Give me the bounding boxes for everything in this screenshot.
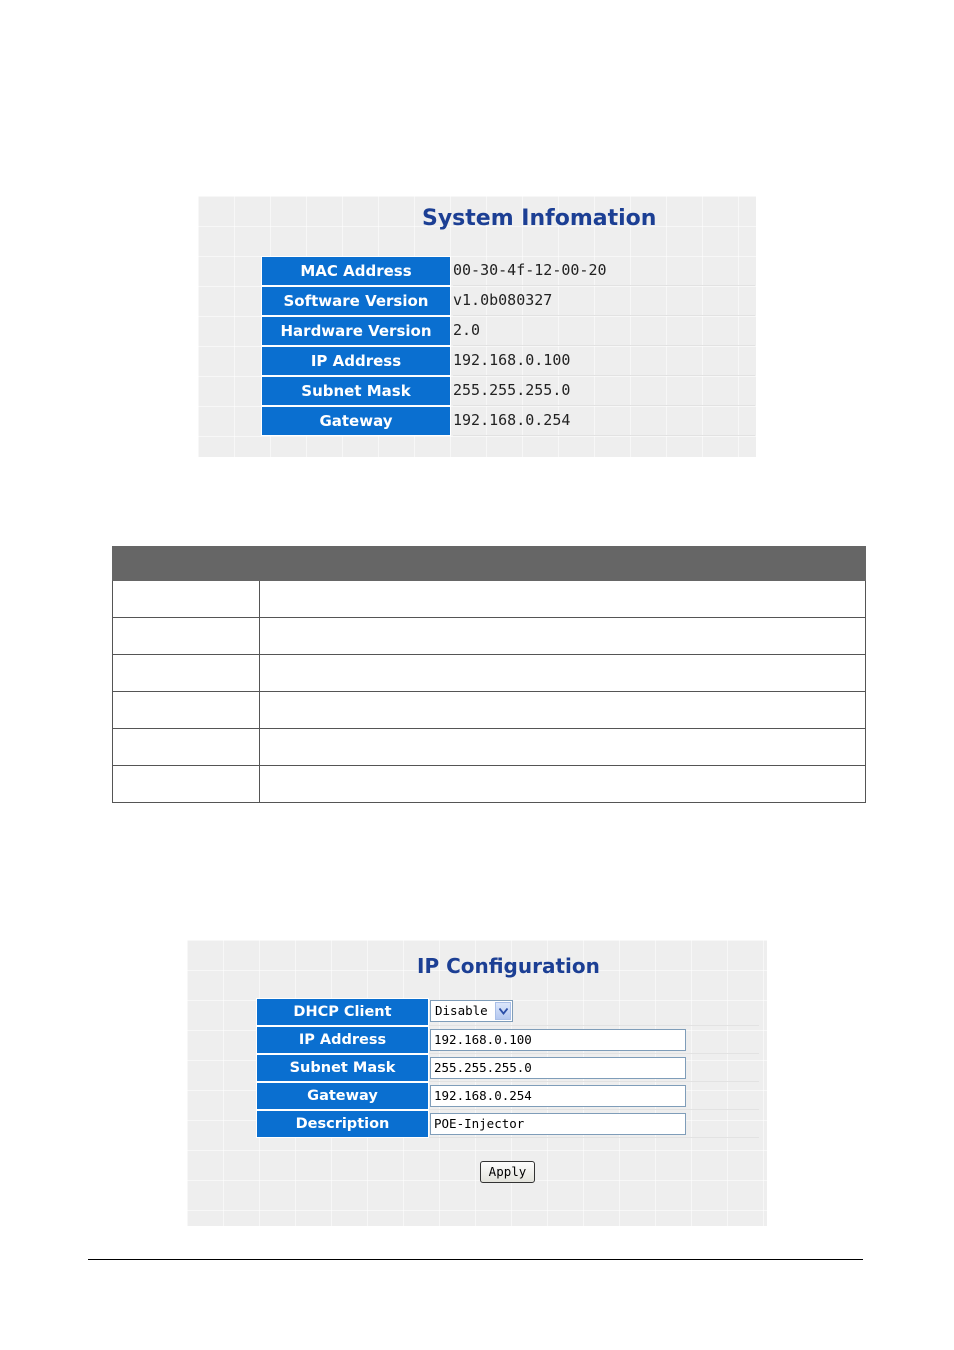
table-cell bbox=[260, 618, 866, 655]
software-version-label: Software Version bbox=[261, 286, 451, 316]
ip-configuration-title: IP Configuration bbox=[417, 954, 600, 978]
ip-address-value: 192.168.0.100 bbox=[453, 346, 755, 376]
description-table bbox=[112, 546, 866, 803]
table-row bbox=[113, 655, 866, 692]
ip-address-input[interactable]: 192.168.0.100 bbox=[430, 1029, 686, 1051]
description-field bbox=[429, 1110, 759, 1138]
gateway-input[interactable]: 192.168.0.254 bbox=[430, 1085, 686, 1107]
table-row bbox=[113, 618, 866, 655]
subnet-mask-config-field bbox=[429, 1054, 759, 1082]
table-row bbox=[113, 766, 866, 803]
table-cell bbox=[113, 766, 260, 803]
gateway-value: 192.168.0.254 bbox=[453, 406, 755, 436]
table-cell bbox=[260, 655, 866, 692]
footer-divider bbox=[88, 1259, 863, 1260]
description-input[interactable]: POE-Injector bbox=[430, 1113, 686, 1135]
ip-configuration-panel bbox=[187, 940, 767, 1226]
table-cell bbox=[113, 581, 260, 618]
table-row bbox=[113, 581, 866, 618]
table-cell bbox=[260, 692, 866, 729]
table-cell bbox=[113, 618, 260, 655]
mac-address-value: 00-30-4f-12-00-20 bbox=[453, 256, 755, 286]
table-cell bbox=[113, 655, 260, 692]
subnet-mask-input[interactable]: 255.255.255.0 bbox=[430, 1057, 686, 1079]
table-cell bbox=[260, 766, 866, 803]
gateway-label: Gateway bbox=[261, 406, 451, 436]
table-cell bbox=[260, 581, 866, 618]
dhcp-client-label: DHCP Client bbox=[256, 998, 429, 1026]
ip-address-config-field bbox=[429, 1026, 759, 1054]
table-row bbox=[113, 692, 866, 729]
dhcp-client-select[interactable] bbox=[430, 1000, 513, 1022]
hardware-version-value: 2.0 bbox=[453, 316, 755, 346]
table-header-row bbox=[113, 547, 866, 581]
mac-address-label: MAC Address bbox=[261, 256, 451, 286]
dhcp-client-selected-value: Disable bbox=[435, 1003, 488, 1018]
description-label: Description bbox=[256, 1110, 429, 1138]
system-information-panel bbox=[198, 196, 756, 457]
software-version-value: v1.0b080327 bbox=[453, 286, 755, 316]
table-cell bbox=[260, 729, 866, 766]
ip-address-config-label: IP Address bbox=[256, 1026, 429, 1054]
ip-address-label: IP Address bbox=[261, 346, 451, 376]
system-information-title: System Infomation bbox=[422, 206, 657, 231]
table-header-cell bbox=[113, 547, 260, 581]
table-header-cell bbox=[260, 547, 866, 581]
table-cell bbox=[113, 729, 260, 766]
gateway-config-label: Gateway bbox=[256, 1082, 429, 1110]
subnet-mask-label: Subnet Mask bbox=[261, 376, 451, 406]
table-row bbox=[113, 729, 866, 766]
hardware-version-label: Hardware Version bbox=[261, 316, 451, 346]
subnet-mask-value: 255.255.255.0 bbox=[453, 376, 755, 406]
table-cell bbox=[113, 692, 260, 729]
gateway-config-field bbox=[429, 1082, 759, 1110]
dhcp-client-field bbox=[429, 998, 759, 1026]
apply-button[interactable]: Apply bbox=[480, 1161, 535, 1183]
chevron-down-icon[interactable] bbox=[495, 1002, 511, 1020]
subnet-mask-config-label: Subnet Mask bbox=[256, 1054, 429, 1082]
